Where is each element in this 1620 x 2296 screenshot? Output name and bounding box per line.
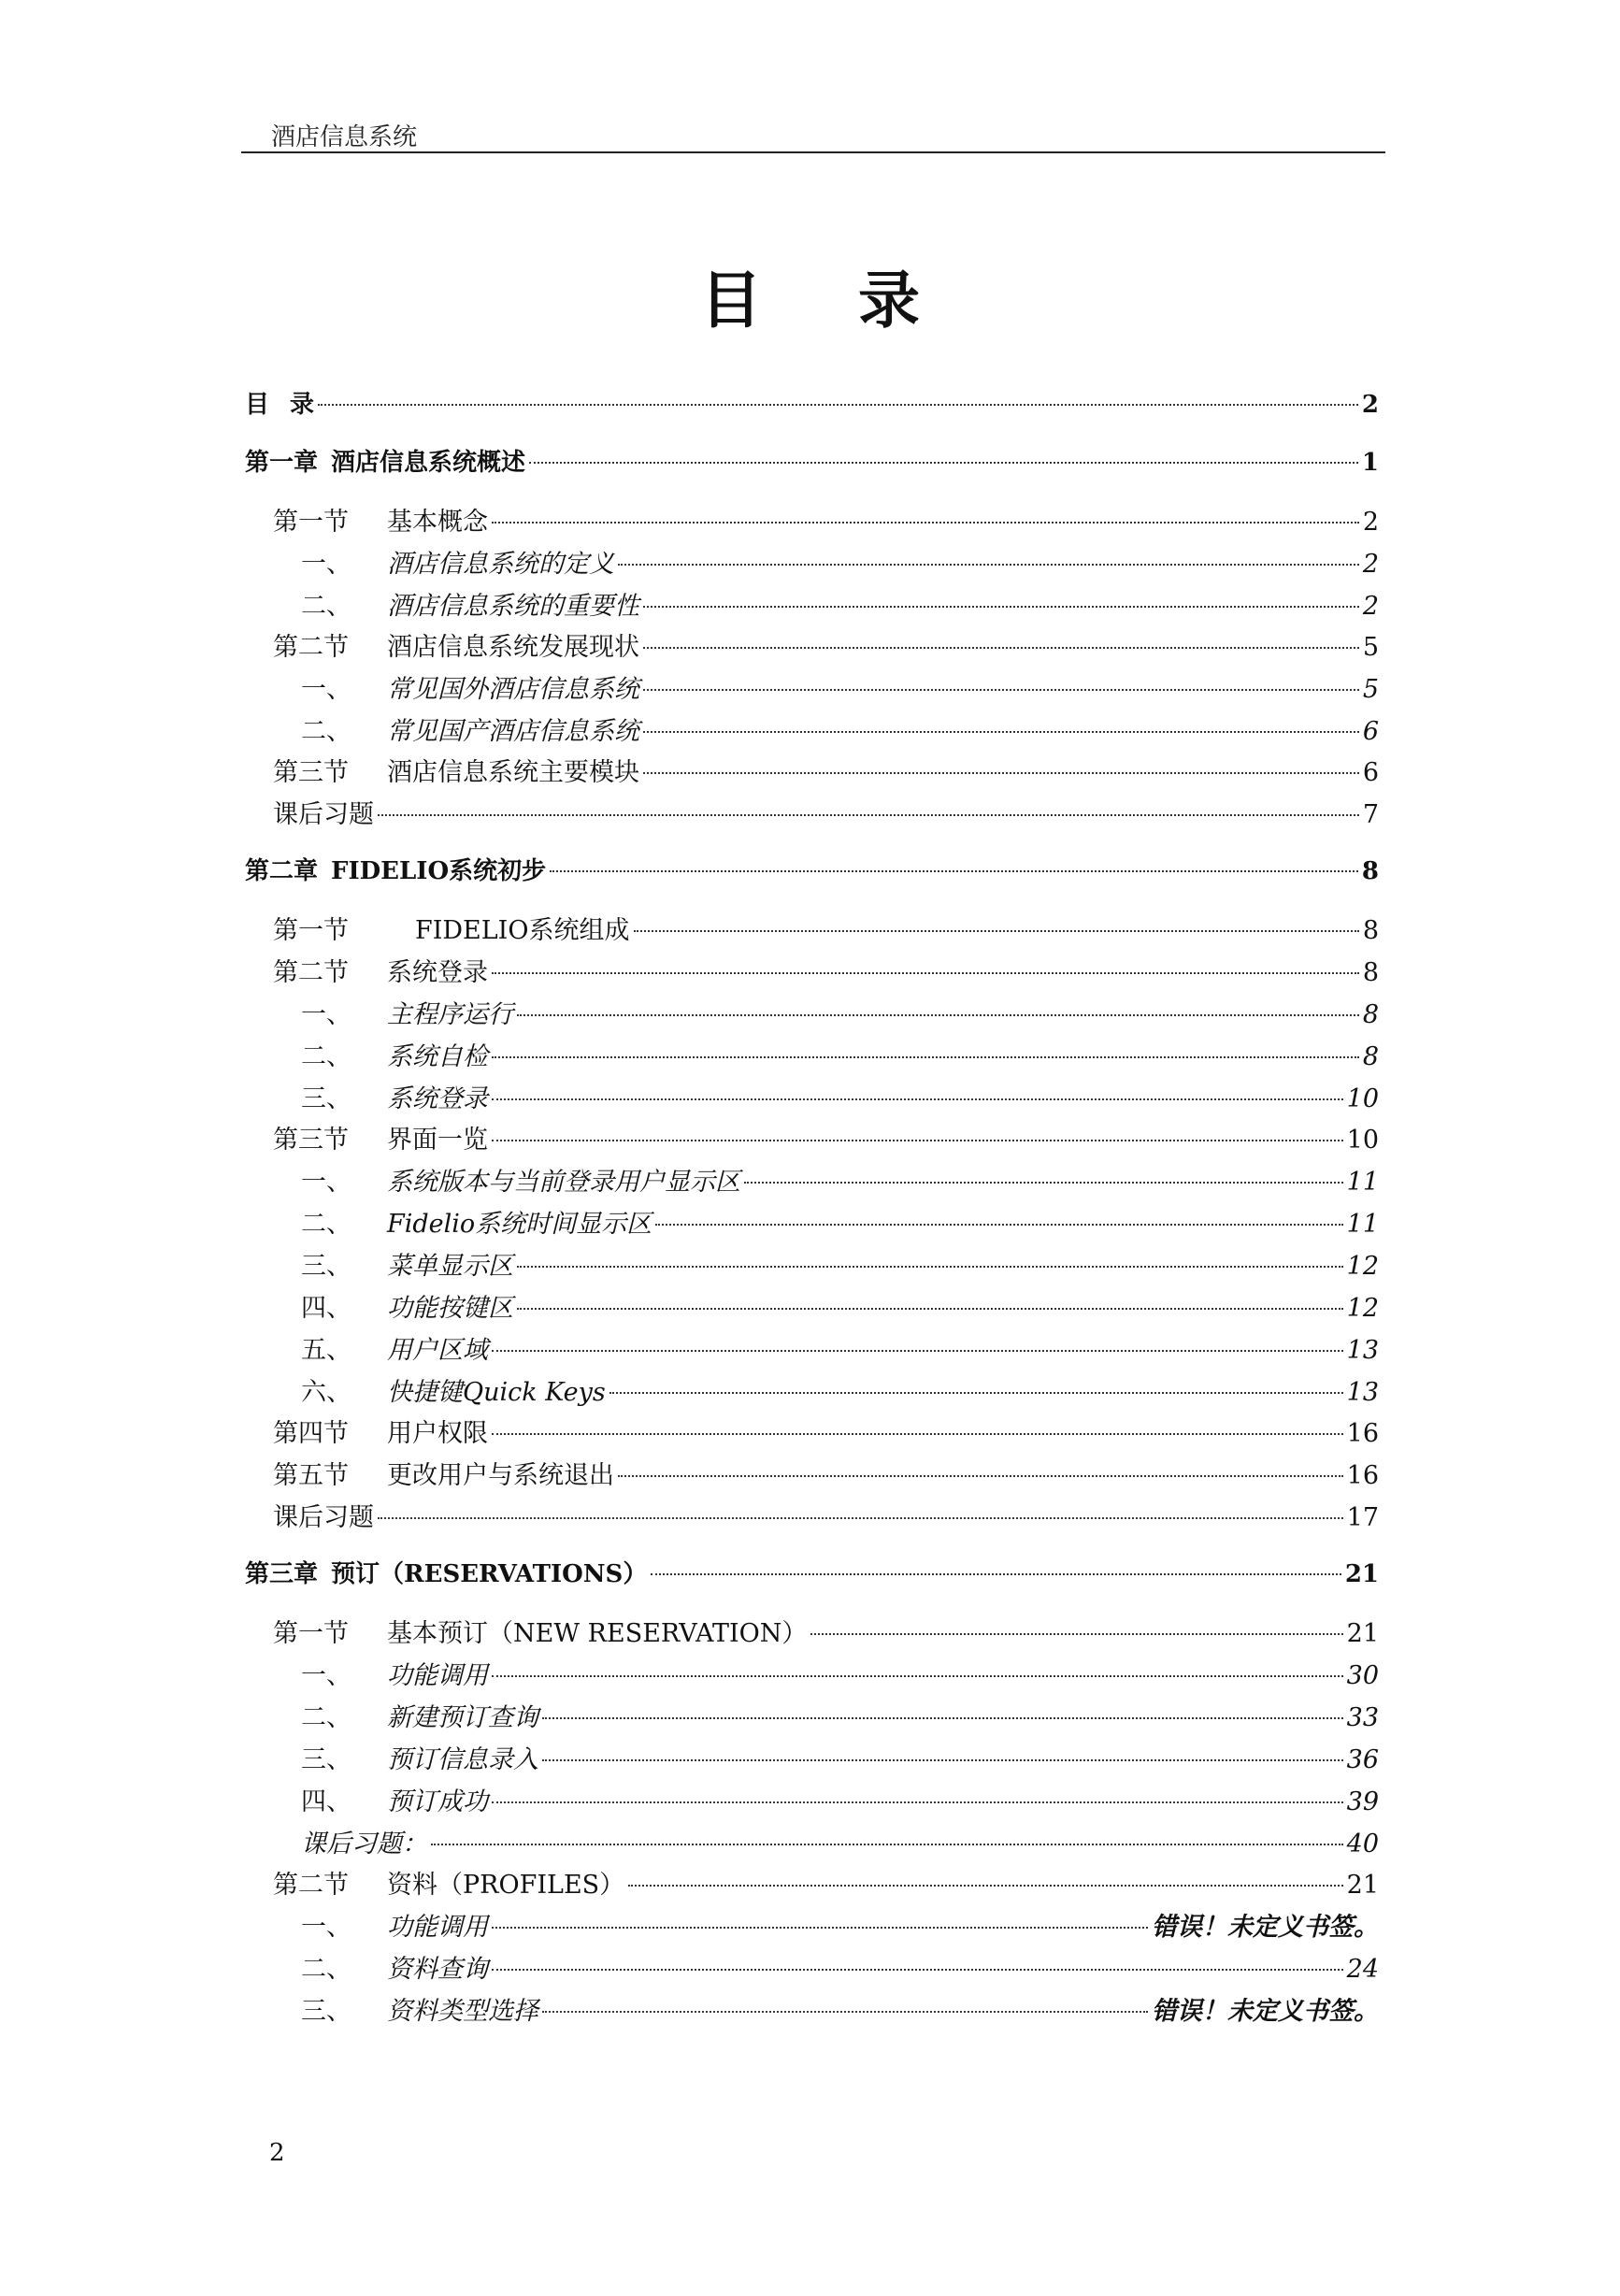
- toc-entry-number: 一、: [301, 1168, 351, 1197]
- toc-entry-page: 16: [1346, 1461, 1379, 1490]
- toc-entry-item[interactable]: [301, 1203, 1379, 1241]
- dot-leader: [542, 2011, 1148, 2013]
- toc-entry-item[interactable]: [301, 994, 1379, 1031]
- toc-entry-item[interactable]: [301, 1036, 1379, 1073]
- dot-leader: [492, 972, 1359, 974]
- toc-entry-item[interactable]: [301, 1655, 1379, 1692]
- dot-leader: [655, 1224, 1342, 1226]
- toc-entry-page: 30: [1346, 1661, 1379, 1690]
- toc-entry-item[interactable]: [301, 1739, 1379, 1776]
- toc-entry-number: 第三节: [273, 758, 349, 787]
- toc-entry-number: 第一节: [273, 916, 349, 945]
- toc-entry-number: 三、: [301, 1745, 351, 1774]
- toc-entry-page: 12: [1346, 1294, 1379, 1323]
- toc-entry-number: 一、: [301, 550, 351, 579]
- toc-entry-page: 12: [1346, 1252, 1379, 1281]
- toc-entry-page: 5: [1362, 675, 1379, 704]
- toc-entry-title: 酒店信息系统的重要性: [387, 592, 639, 621]
- toc-entry-title: 系统登录: [387, 1084, 488, 1113]
- dot-leader: [492, 522, 1359, 524]
- dot-leader: [542, 1717, 1343, 1719]
- toc-entry-item[interactable]: [301, 710, 1379, 748]
- dot-leader: [318, 404, 1358, 406]
- page-number: 2: [269, 2139, 285, 2167]
- dot-leader: [492, 1350, 1343, 1352]
- toc-entry-number: 第三章: [245, 1560, 319, 1588]
- toc-entry-section[interactable]: [273, 1613, 1379, 1650]
- toc-entry-item[interactable]: [301, 1078, 1379, 1115]
- dot-leader: [492, 1098, 1343, 1100]
- toc-entry-section[interactable]: [273, 1455, 1379, 1492]
- dot-leader: [634, 930, 1359, 932]
- toc-entry-title: FIDELIO系统组成: [415, 916, 630, 945]
- toc-entry-page: 6: [1362, 758, 1379, 787]
- dot-leader: [810, 1633, 1342, 1635]
- dot-leader: [492, 1969, 1343, 1971]
- toc-entry-section[interactable]: [273, 1119, 1379, 1156]
- toc-entry-item[interactable]: [301, 1948, 1379, 1986]
- toc-entry-number: 六、: [301, 1378, 351, 1407]
- toc-entry-number: 三、: [301, 1997, 351, 2026]
- toc-entry-title: 基本预订（NEW RESERVATION）: [387, 1619, 808, 1648]
- toc-entry-page: 8: [1362, 916, 1379, 945]
- toc-entry-title: 课后习题：: [301, 1830, 427, 1858]
- toc-entry-page: 8: [1362, 958, 1379, 987]
- dot-leader: [492, 1433, 1343, 1435]
- toc-entry-page: 8: [1362, 1042, 1379, 1071]
- toc-entry-section[interactable]: [273, 1497, 1379, 1534]
- header-rule: [241, 151, 1385, 153]
- toc-entry-page: 36: [1346, 1745, 1379, 1774]
- toc-entry-number: 第一节: [273, 508, 349, 537]
- toc-entry-page: 21: [1346, 1871, 1379, 1900]
- toc-entry-item[interactable]: [301, 1329, 1379, 1367]
- toc-entry-title: 系统版本与当前登录用户显示区: [387, 1168, 740, 1197]
- toc-entry-page: 6: [1362, 717, 1379, 746]
- toc-entry-title: 菜单显示区: [387, 1252, 513, 1281]
- toc-entry-number: 第三节: [273, 1126, 349, 1155]
- dot-leader: [628, 1885, 1342, 1887]
- toc-entry-page: 2: [1362, 550, 1379, 579]
- toc-entry-title: 用户区域: [387, 1336, 488, 1365]
- toc-entry-title: 预订信息录入: [387, 1745, 538, 1774]
- toc-entry-title: 快捷键Quick Keys: [387, 1378, 606, 1407]
- toc-entry-number: 第一章: [245, 449, 319, 477]
- toc-entry-number: 二、: [301, 717, 351, 746]
- toc-entry-page: 40: [1346, 1830, 1379, 1858]
- toc-entry-item[interactable]: [301, 668, 1379, 706]
- toc-entry-number: 目: [245, 391, 270, 419]
- toc-entry-section[interactable]: [273, 794, 1379, 831]
- dot-leader: [643, 647, 1359, 649]
- toc-entry-chapter[interactable]: [245, 1555, 1379, 1592]
- toc-entry-page: 错误！未定义书签。: [1152, 1913, 1379, 1942]
- dot-leader: [651, 1573, 1340, 1575]
- toc-entry-page: 10: [1346, 1084, 1379, 1113]
- dot-leader: [609, 1392, 1343, 1394]
- toc-entry-title: 常见国产酒店信息系统: [387, 717, 639, 746]
- toc-entry-page: 13: [1346, 1336, 1379, 1365]
- toc-entry-title: 酒店信息系统的定义: [387, 550, 614, 579]
- toc-entry-title: 酒店信息系统概述: [331, 449, 526, 477]
- dot-leader: [529, 462, 1358, 464]
- toc-entry-number: 二、: [301, 1042, 351, 1071]
- toc-entry-title: 课后习题: [273, 800, 374, 829]
- dot-leader: [492, 1801, 1343, 1803]
- toc-entry-title: 功能按键区: [387, 1294, 513, 1323]
- toc-entry-chapter[interactable]: [245, 443, 1379, 481]
- toc-entry-title: Fidelio系统时间显示区: [387, 1210, 652, 1239]
- dot-leader: [618, 1475, 1343, 1477]
- toc-entry-title: 酒店信息系统主要模块: [387, 758, 639, 787]
- toc-entry-title: 课后习题: [273, 1503, 374, 1532]
- dot-leader: [643, 606, 1359, 608]
- toc-entry-title: FIDELIO系统初步: [331, 857, 547, 885]
- dot-leader: [618, 564, 1359, 566]
- toc-entry-number: 三、: [301, 1084, 351, 1113]
- dot-leader: [744, 1182, 1343, 1184]
- toc-entry-number: 三、: [301, 1252, 351, 1281]
- toc-entry-number: 第二节: [273, 1871, 349, 1900]
- toc-entry-number: 一、: [301, 1913, 351, 1942]
- page-title: 目 录: [700, 264, 957, 337]
- toc-entry-page: 13: [1346, 1378, 1379, 1407]
- toc-entry-title: 预订（RESERVATIONS）: [331, 1560, 648, 1588]
- toc-entry-page: 24: [1346, 1955, 1379, 1984]
- dot-leader: [378, 1517, 1343, 1519]
- toc-entry-item[interactable]: [301, 585, 1379, 623]
- toc-entry-section[interactable]: [273, 1864, 1379, 1901]
- toc-entry-title: 酒店信息系统发展现状: [387, 633, 639, 662]
- dot-leader: [517, 1266, 1343, 1268]
- toc-entry-page: 2: [1362, 508, 1379, 537]
- toc-entry-section[interactable]: [273, 1413, 1379, 1450]
- toc-entry-title: 更改用户与系统退出: [387, 1461, 614, 1490]
- toc-entry-page: 2: [1362, 592, 1379, 621]
- toc-entry-number: 四、: [301, 1787, 351, 1816]
- dot-leader: [517, 1308, 1343, 1310]
- toc-entry-number: 二、: [301, 1210, 351, 1239]
- toc-entry-number: 二、: [301, 592, 351, 621]
- toc-entry-page: 16: [1346, 1419, 1379, 1448]
- toc-entry-item[interactable]: [301, 1906, 1379, 1944]
- toc-entry-item[interactable]: [301, 1161, 1379, 1198]
- toc-entry-title: 主程序运行: [387, 1000, 513, 1029]
- toc-entry-title: 用户权限: [387, 1419, 488, 1448]
- toc-entry-title: 录: [290, 391, 315, 419]
- toc-entry-title: 新建预订查询: [387, 1703, 538, 1732]
- toc-entry-item[interactable]: [301, 1287, 1379, 1325]
- toc-entry-page: 11: [1346, 1168, 1379, 1197]
- toc-entry-item[interactable]: [301, 1245, 1379, 1283]
- toc-entry-title: 系统登录: [387, 958, 488, 987]
- toc-entry-number: 第二章: [245, 857, 319, 885]
- toc-entry-number: 第二节: [273, 633, 349, 662]
- toc-entry-title: 功能调用: [387, 1913, 488, 1942]
- toc-entry-number: 第二节: [273, 958, 349, 987]
- toc-entry-page: 17: [1346, 1503, 1379, 1532]
- toc-entry-section[interactable]: [273, 501, 1379, 538]
- toc-entry-page: 5: [1362, 633, 1379, 662]
- toc-entry-number: 一、: [301, 675, 351, 704]
- toc-entry-page: 2: [1361, 391, 1379, 419]
- toc-entry-section[interactable]: [273, 626, 1379, 664]
- toc-entry-title: 界面一览: [387, 1126, 488, 1155]
- dot-leader: [431, 1844, 1343, 1845]
- toc-entry-number: 四、: [301, 1294, 351, 1323]
- toc-entry-page: 39: [1346, 1787, 1379, 1816]
- toc-entry-number: 一、: [301, 1661, 351, 1690]
- toc-entry-page: 11: [1346, 1210, 1379, 1239]
- toc-entry-item[interactable]: [301, 543, 1379, 581]
- toc-entry-page: 10: [1346, 1126, 1379, 1155]
- toc-entry-title: 资料查询: [387, 1955, 488, 1984]
- dot-leader: [492, 1675, 1343, 1677]
- toc-entry-section[interactable]: [273, 910, 1379, 947]
- toc-entry-page: 错误！未定义书签。: [1152, 1997, 1379, 2026]
- toc-entry-page: 1: [1361, 449, 1379, 477]
- toc-entry-title: 功能调用: [387, 1661, 488, 1690]
- toc-entry-page: 7: [1362, 800, 1379, 829]
- dot-leader: [550, 870, 1358, 872]
- toc-entry-item[interactable]: [301, 1371, 1379, 1409]
- dot-leader: [542, 1759, 1343, 1761]
- toc-entry-title: 预订成功: [387, 1787, 488, 1816]
- toc-entry-section[interactable]: [273, 952, 1379, 989]
- toc-entry-section[interactable]: [273, 752, 1379, 789]
- toc-entry-number: 第一节: [273, 1619, 349, 1648]
- toc-entry-item[interactable]: [301, 1781, 1379, 1818]
- dot-leader: [492, 1927, 1148, 1929]
- dot-leader: [643, 731, 1359, 733]
- toc-entry-title: 常见国外酒店信息系统: [387, 675, 639, 704]
- toc-entry-number: 一、: [301, 1000, 351, 1029]
- dot-leader: [517, 1014, 1359, 1016]
- toc-entry-item[interactable]: [301, 1697, 1379, 1734]
- toc-entry-title: 基本概念: [387, 508, 488, 537]
- toc-entry-title: 系统自检: [387, 1042, 488, 1071]
- toc-entry-page: 8: [1361, 857, 1379, 885]
- toc-entry-number: 二、: [301, 1955, 351, 1984]
- dot-leader: [643, 689, 1359, 691]
- dot-leader: [492, 1140, 1343, 1141]
- toc-entry-page: 21: [1344, 1560, 1379, 1588]
- dot-leader: [492, 1056, 1359, 1058]
- toc-entry-title: 资料类型选择: [387, 1997, 538, 2026]
- toc-entry-number: 第四节: [273, 1419, 349, 1448]
- toc-entry-item[interactable]: [301, 1823, 1379, 1860]
- dot-leader: [378, 814, 1359, 816]
- toc-entry-chapter[interactable]: [245, 852, 1379, 889]
- toc-entry-page: 33: [1346, 1703, 1379, 1732]
- toc-entry-number: 二、: [301, 1703, 351, 1732]
- toc-entry-chapter[interactable]: [245, 385, 1379, 423]
- toc-entry-number: 五、: [301, 1336, 351, 1365]
- running-header: 酒店信息系统: [271, 123, 418, 151]
- toc-entry-title: 资料（PROFILES）: [387, 1871, 625, 1900]
- toc-entry-number: 第五节: [273, 1461, 349, 1490]
- toc-entry-item[interactable]: [301, 1990, 1379, 2028]
- dot-leader: [643, 772, 1359, 774]
- toc-entry-page: 8: [1362, 1000, 1379, 1029]
- toc-entry-page: 21: [1346, 1619, 1379, 1648]
